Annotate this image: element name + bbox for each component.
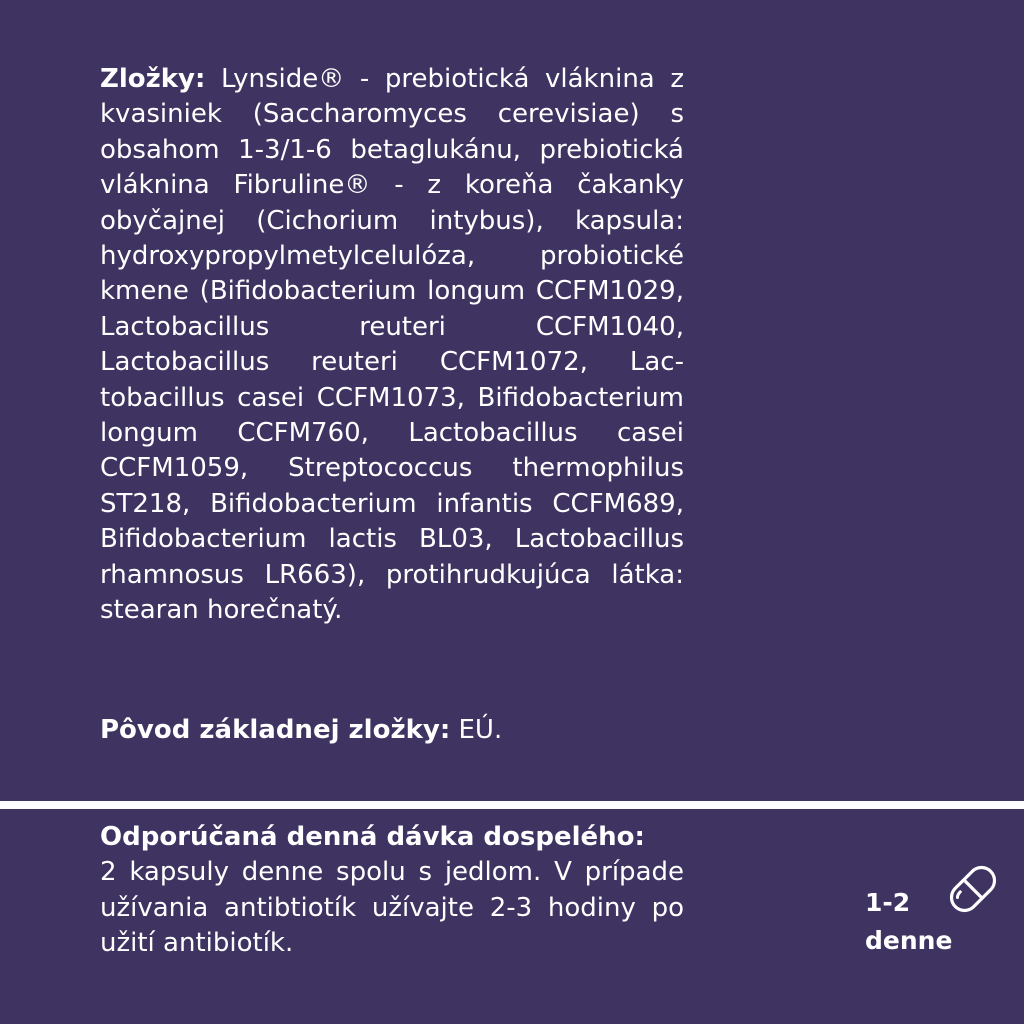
ingredients-list: Lynside® - prebiotická vláknina z kvasiniek (Saccharomyces cerevisiae) s obsahom 1-3/1-6 betaglukánu, prebiotická vláknina Fibruline® - z koreňa čakanky obyčajnej (Cichorium intybus), kapsula: hydroxypropylmetylcelulóza, probiotické kmene (Bifidobacterium longum CCFM1029, Lactobacillus reuteri CCFM1040, Lactobacillus reuteri CCFM1072, Lactobacillus casei CCFM1073, Bifidobacterium longum CCFM760, Lactobacillus casei CCFM1059, Streptococcus thermophilus ST218, Bifidobacterium infantis CCFM689, Bifidobacterium lactis BL03, Lactobacillus rhamnosus LR663), protihrudkujúca látka: stearan horečnatý. <box>100 64 684 626</box>
origin-label: Pôvod základnej zložky: <box>100 715 451 745</box>
origin-text <box>100 713 684 748</box>
origin-value: EÚ. <box>450 715 503 745</box>
divider <box>0 801 1024 809</box>
dosage-instructions: 2 kapsuly denne spolu s jedlom. V prípade užívania antibtiotík užívajte 2-3 hodiny po užití antibiotík. <box>100 857 684 959</box>
dosage-heading: Odporúčaná denná dávka dospelého: <box>100 822 645 852</box>
ingredients-label: Zložky: <box>100 64 206 94</box>
daily-dose-count: 1-2 <box>865 888 911 917</box>
capsule-icon <box>942 856 1004 922</box>
ingredients-text <box>100 62 684 629</box>
dosage-text <box>100 820 684 962</box>
daily-dose-unit: denne <box>865 926 953 955</box>
